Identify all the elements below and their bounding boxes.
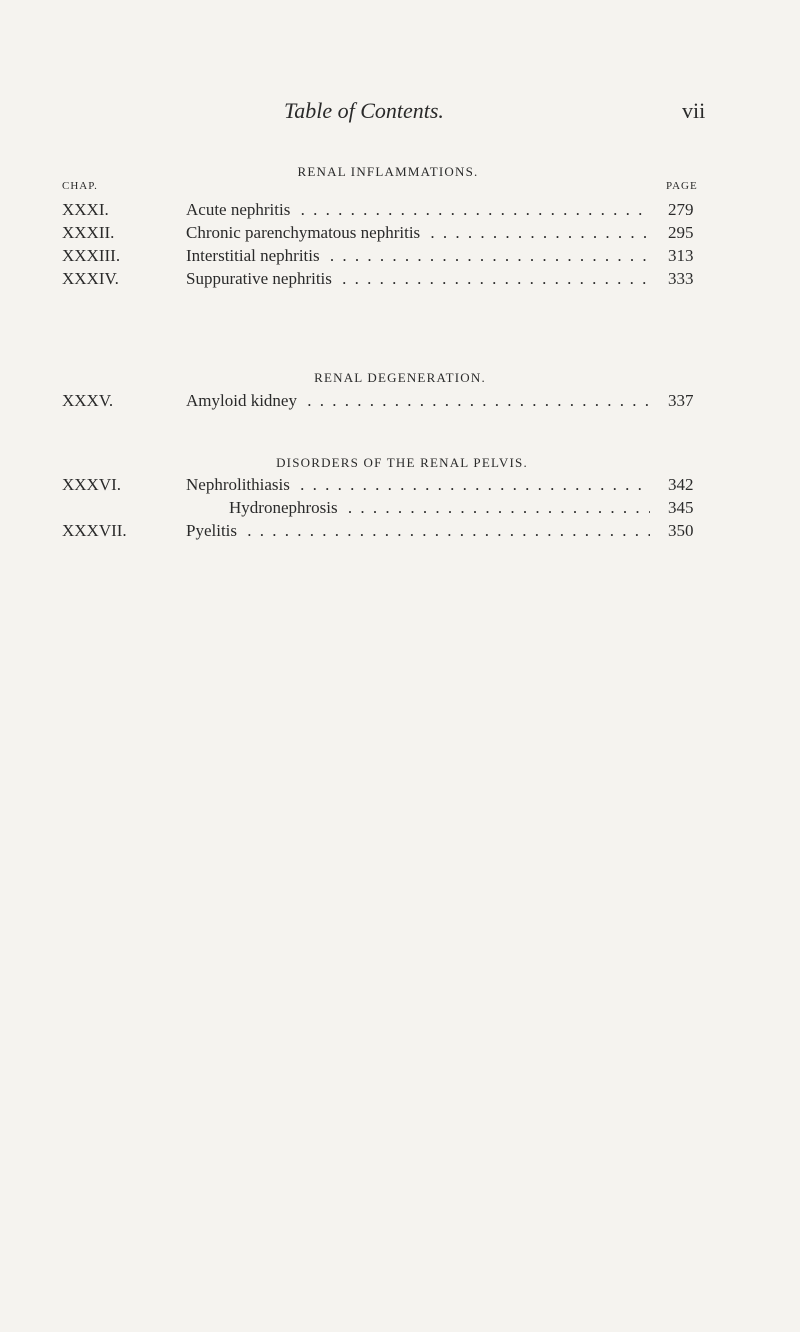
entry-title: Suppurative nephritis [186, 269, 336, 288]
entry-title-leader [186, 222, 650, 244]
toc-entry[interactable] [0, 497, 800, 519]
entry-title: Acute nephritis [186, 200, 294, 219]
chapter-number: XXXVII. [62, 521, 127, 540]
entry-title: Nephrolithiasis [186, 475, 294, 494]
page-column-label: PAGE [666, 180, 698, 192]
section-heading-renal-degeneration: RENAL DEGENERATION. [314, 370, 486, 385]
entry-page: 337 [668, 391, 694, 410]
entry-title-leader [186, 245, 650, 267]
toc-entry[interactable] [0, 245, 800, 267]
chapter-number: XXXIII. [62, 246, 121, 265]
entry-page: 342 [668, 475, 694, 494]
section-heading-renal-inflammations: RENAL INFLAMMATIONS. [297, 164, 479, 179]
entry-page: 313 [668, 246, 694, 265]
running-title: Table of Contents. [284, 98, 444, 123]
chapter-number: XXXV. [62, 391, 114, 410]
entry-page: 279 [668, 200, 694, 219]
entry-title: Amyloid kidney [186, 391, 301, 410]
entry-title: Pyelitis [186, 521, 241, 540]
chapter-number: XXXII. [62, 223, 115, 242]
entry-title-leader [186, 474, 650, 496]
entry-page: 333 [668, 269, 694, 288]
running-head [0, 98, 800, 128]
toc-entry[interactable] [0, 268, 800, 290]
toc-entry[interactable] [0, 222, 800, 244]
toc-entry[interactable] [0, 199, 800, 221]
entry-title-leader [186, 520, 650, 542]
entry-title: Chronic parenchymatous nephritis [186, 223, 424, 242]
section-heading-renal-pelvis: DISORDERS OF THE RENAL PELVIS. [276, 455, 528, 470]
toc-entry[interactable] [0, 474, 800, 496]
entry-title: Interstitial nephritis [186, 246, 324, 265]
toc-entry[interactable] [0, 520, 800, 542]
page-number: vii [682, 98, 706, 123]
chapter-number: XXXIV. [62, 269, 119, 288]
entry-title-leader [186, 268, 650, 290]
entry-page: 345 [668, 498, 694, 517]
entry-page: 350 [668, 521, 694, 540]
chap-column-label: CHAP. [62, 180, 98, 192]
toc-entry[interactable] [0, 390, 800, 412]
entry-title-leader [229, 497, 650, 519]
chapter-number: XXXVI. [62, 475, 122, 494]
entry-title-leader [186, 390, 650, 412]
entry-page: 295 [668, 223, 694, 242]
entry-title-leader [186, 199, 650, 221]
chapter-number: XXXI. [62, 200, 109, 219]
entry-title: Hydronephrosis [229, 498, 342, 517]
